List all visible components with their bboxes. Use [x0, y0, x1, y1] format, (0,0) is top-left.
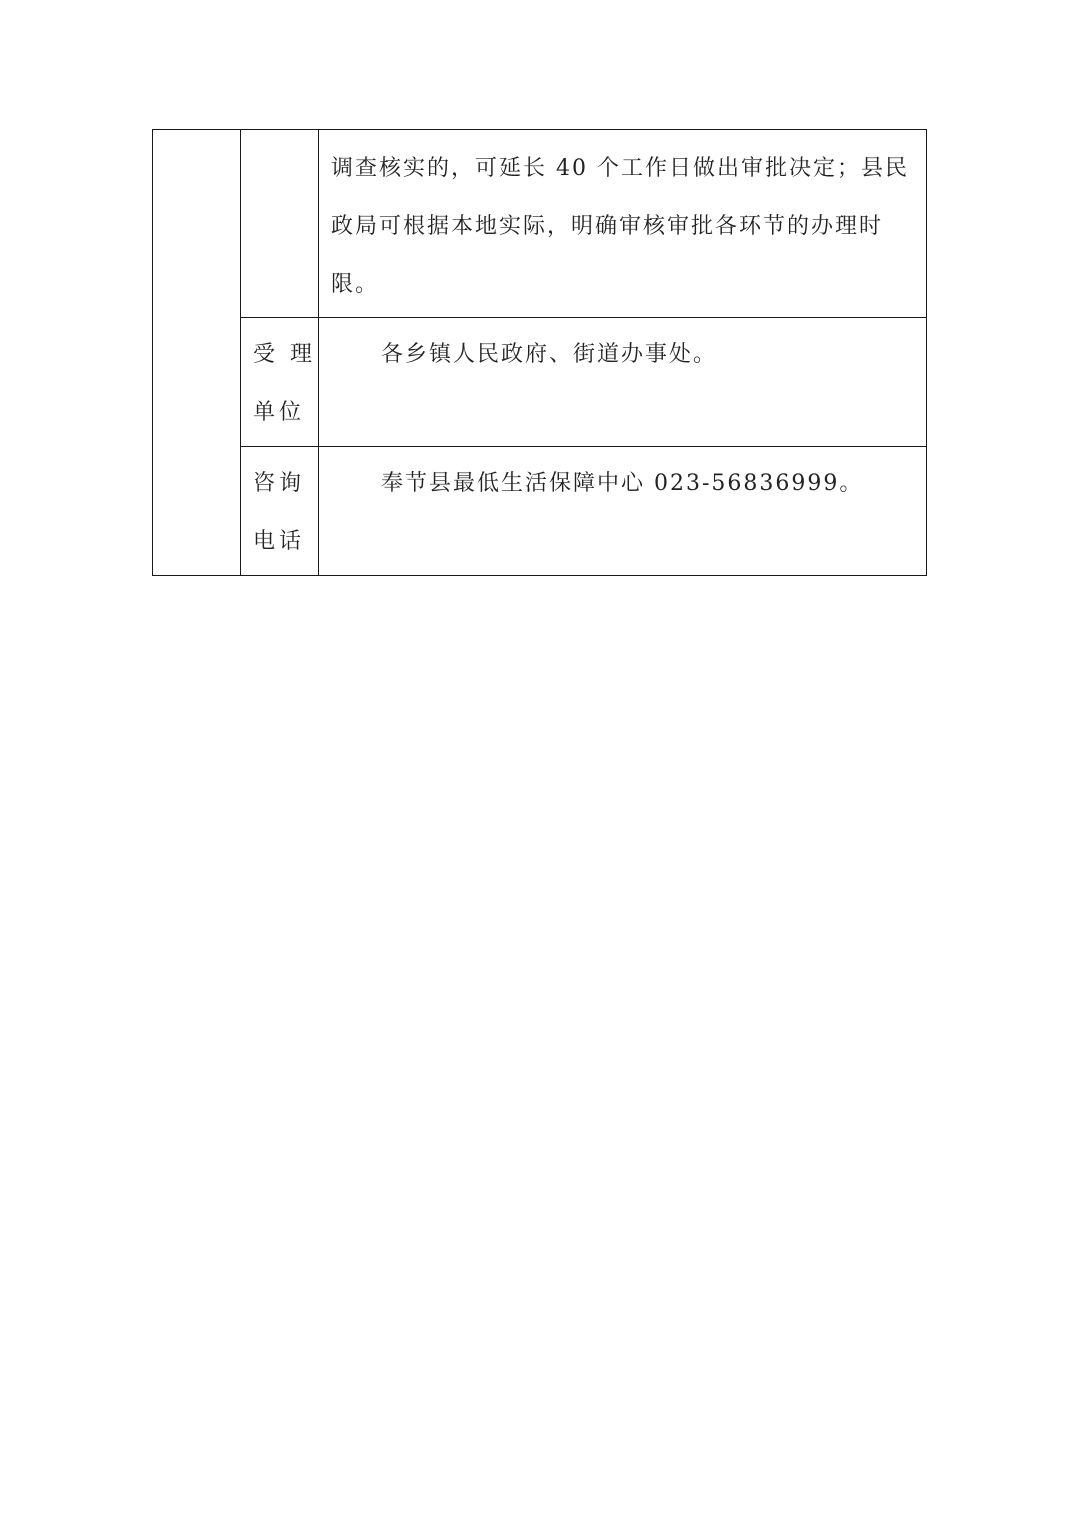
consult-phone-label-line2: 电话 — [253, 529, 306, 554]
table-row — [153, 447, 927, 576]
table-row — [153, 130, 927, 318]
label-cell-empty — [241, 130, 319, 318]
approval-time-limit-text: 调查核实的，可延长 40 个工作日做出审批决定；县民政局可根据本地实际，明确审核审批各环节的办理时限。 — [319, 130, 927, 318]
table-row — [153, 318, 927, 447]
accepting-unit-label-line2: 单位 — [253, 400, 306, 425]
info-table — [152, 129, 927, 576]
category-cell — [153, 130, 241, 576]
accepting-unit-label-line1: 受 理 — [253, 342, 316, 367]
accepting-unit-label — [241, 318, 319, 447]
consult-phone-label — [241, 447, 319, 576]
accepting-unit-value: 各乡镇人民政府、街道办事处。 — [319, 318, 927, 447]
consult-phone-label-line1: 咨询 — [253, 471, 306, 496]
consult-phone-value: 奉节县最低生活保障中心 023-56836999。 — [319, 447, 927, 576]
